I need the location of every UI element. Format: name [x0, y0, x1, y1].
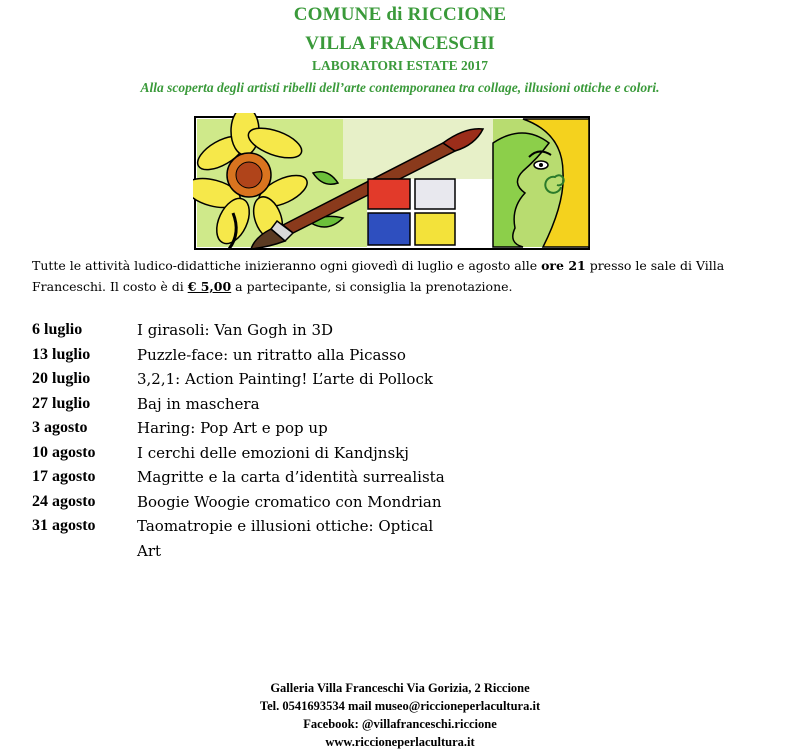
schedule-activity: Boogie Woogie cromatico con Mondrian: [137, 492, 442, 511]
schedule-table: [32, 318, 452, 563]
schedule-row: [32, 514, 452, 563]
header-subtitle: Alla scoperta degli artisti ribelli dell’arte contemporanea tra collage, illusioni ottiche e colori.: [140, 80, 660, 95]
schedule-body: [32, 318, 452, 563]
intro-price: € 5,00: [187, 279, 232, 294]
schedule-activity: I girasoli: Van Gogh in 3D: [137, 321, 334, 339]
schedule-date: 27 luglio: [32, 394, 91, 412]
footer-contact: Tel. 0541693534 mail museo@riccioneperlacultura.it: [259, 699, 541, 713]
schedule-row: [32, 392, 452, 417]
schedule-row: [32, 343, 452, 368]
header-laboratori: LABORATORI ESTATE 2017: [311, 58, 489, 73]
schedule-activity: Baj in maschera: [137, 394, 260, 413]
schedule-row: [32, 441, 452, 466]
intro-text-2: presso le sale di Villa Franceschi. Il costo è di: [32, 258, 725, 294]
intro-paragraph: [32, 255, 772, 297]
header-villa: VILLA FRANCESCHI: [305, 33, 495, 54]
footer-facebook: Facebook: @villafranceschi.riccione: [303, 717, 497, 731]
intro-text-3: a partecipante, si consiglia la prenotazione.: [231, 279, 513, 294]
schedule-activity: Haring: Pop Art e pop up: [137, 419, 328, 437]
artwork-illustration: [193, 113, 591, 253]
schedule-activity: I cerchi delle emozioni di Kandjnskj: [137, 443, 409, 462]
schedule-row: [32, 367, 452, 392]
schedule-row: [32, 416, 452, 441]
header-comune: COMUNE di RICCIONE: [293, 4, 507, 25]
schedule-row: [32, 318, 452, 343]
schedule-date: 31 agosto: [32, 517, 96, 534]
intro-time: ore 21: [541, 258, 586, 273]
schedule-date: 17 agosto: [32, 468, 96, 485]
schedule-row: [32, 490, 452, 515]
footer: [0, 679, 800, 751]
schedule-date: 20 luglio: [32, 370, 91, 387]
schedule-date: 6 luglio: [32, 321, 83, 338]
schedule-activity: Puzzle-face: un ritratto alla Picasso: [137, 345, 406, 364]
footer-address: Galleria Villa Franceschi Via Gorizia, 2 Riccione: [270, 681, 530, 695]
schedule-date: 13 luglio: [32, 345, 91, 363]
schedule-date: 10 agosto: [32, 443, 96, 461]
schedule-date: 24 agosto: [32, 492, 96, 510]
schedule-date: 3 agosto: [32, 419, 88, 436]
schedule-activity: Magritte e la carta d’identità surrealista: [137, 468, 445, 486]
schedule-activity: Taomatropie e illusioni ottiche: Optical Art: [137, 517, 434, 560]
schedule-row: [32, 465, 452, 490]
schedule-activity: 3,2,1: Action Painting! L’arte di Pollock: [137, 370, 433, 388]
footer-website: www.riccioneperlacultura.it: [325, 735, 475, 749]
intro-text-1: Tutte le attività ludico-didattiche inizieranno ogni giovedì di luglio e agosto alle: [32, 258, 542, 273]
